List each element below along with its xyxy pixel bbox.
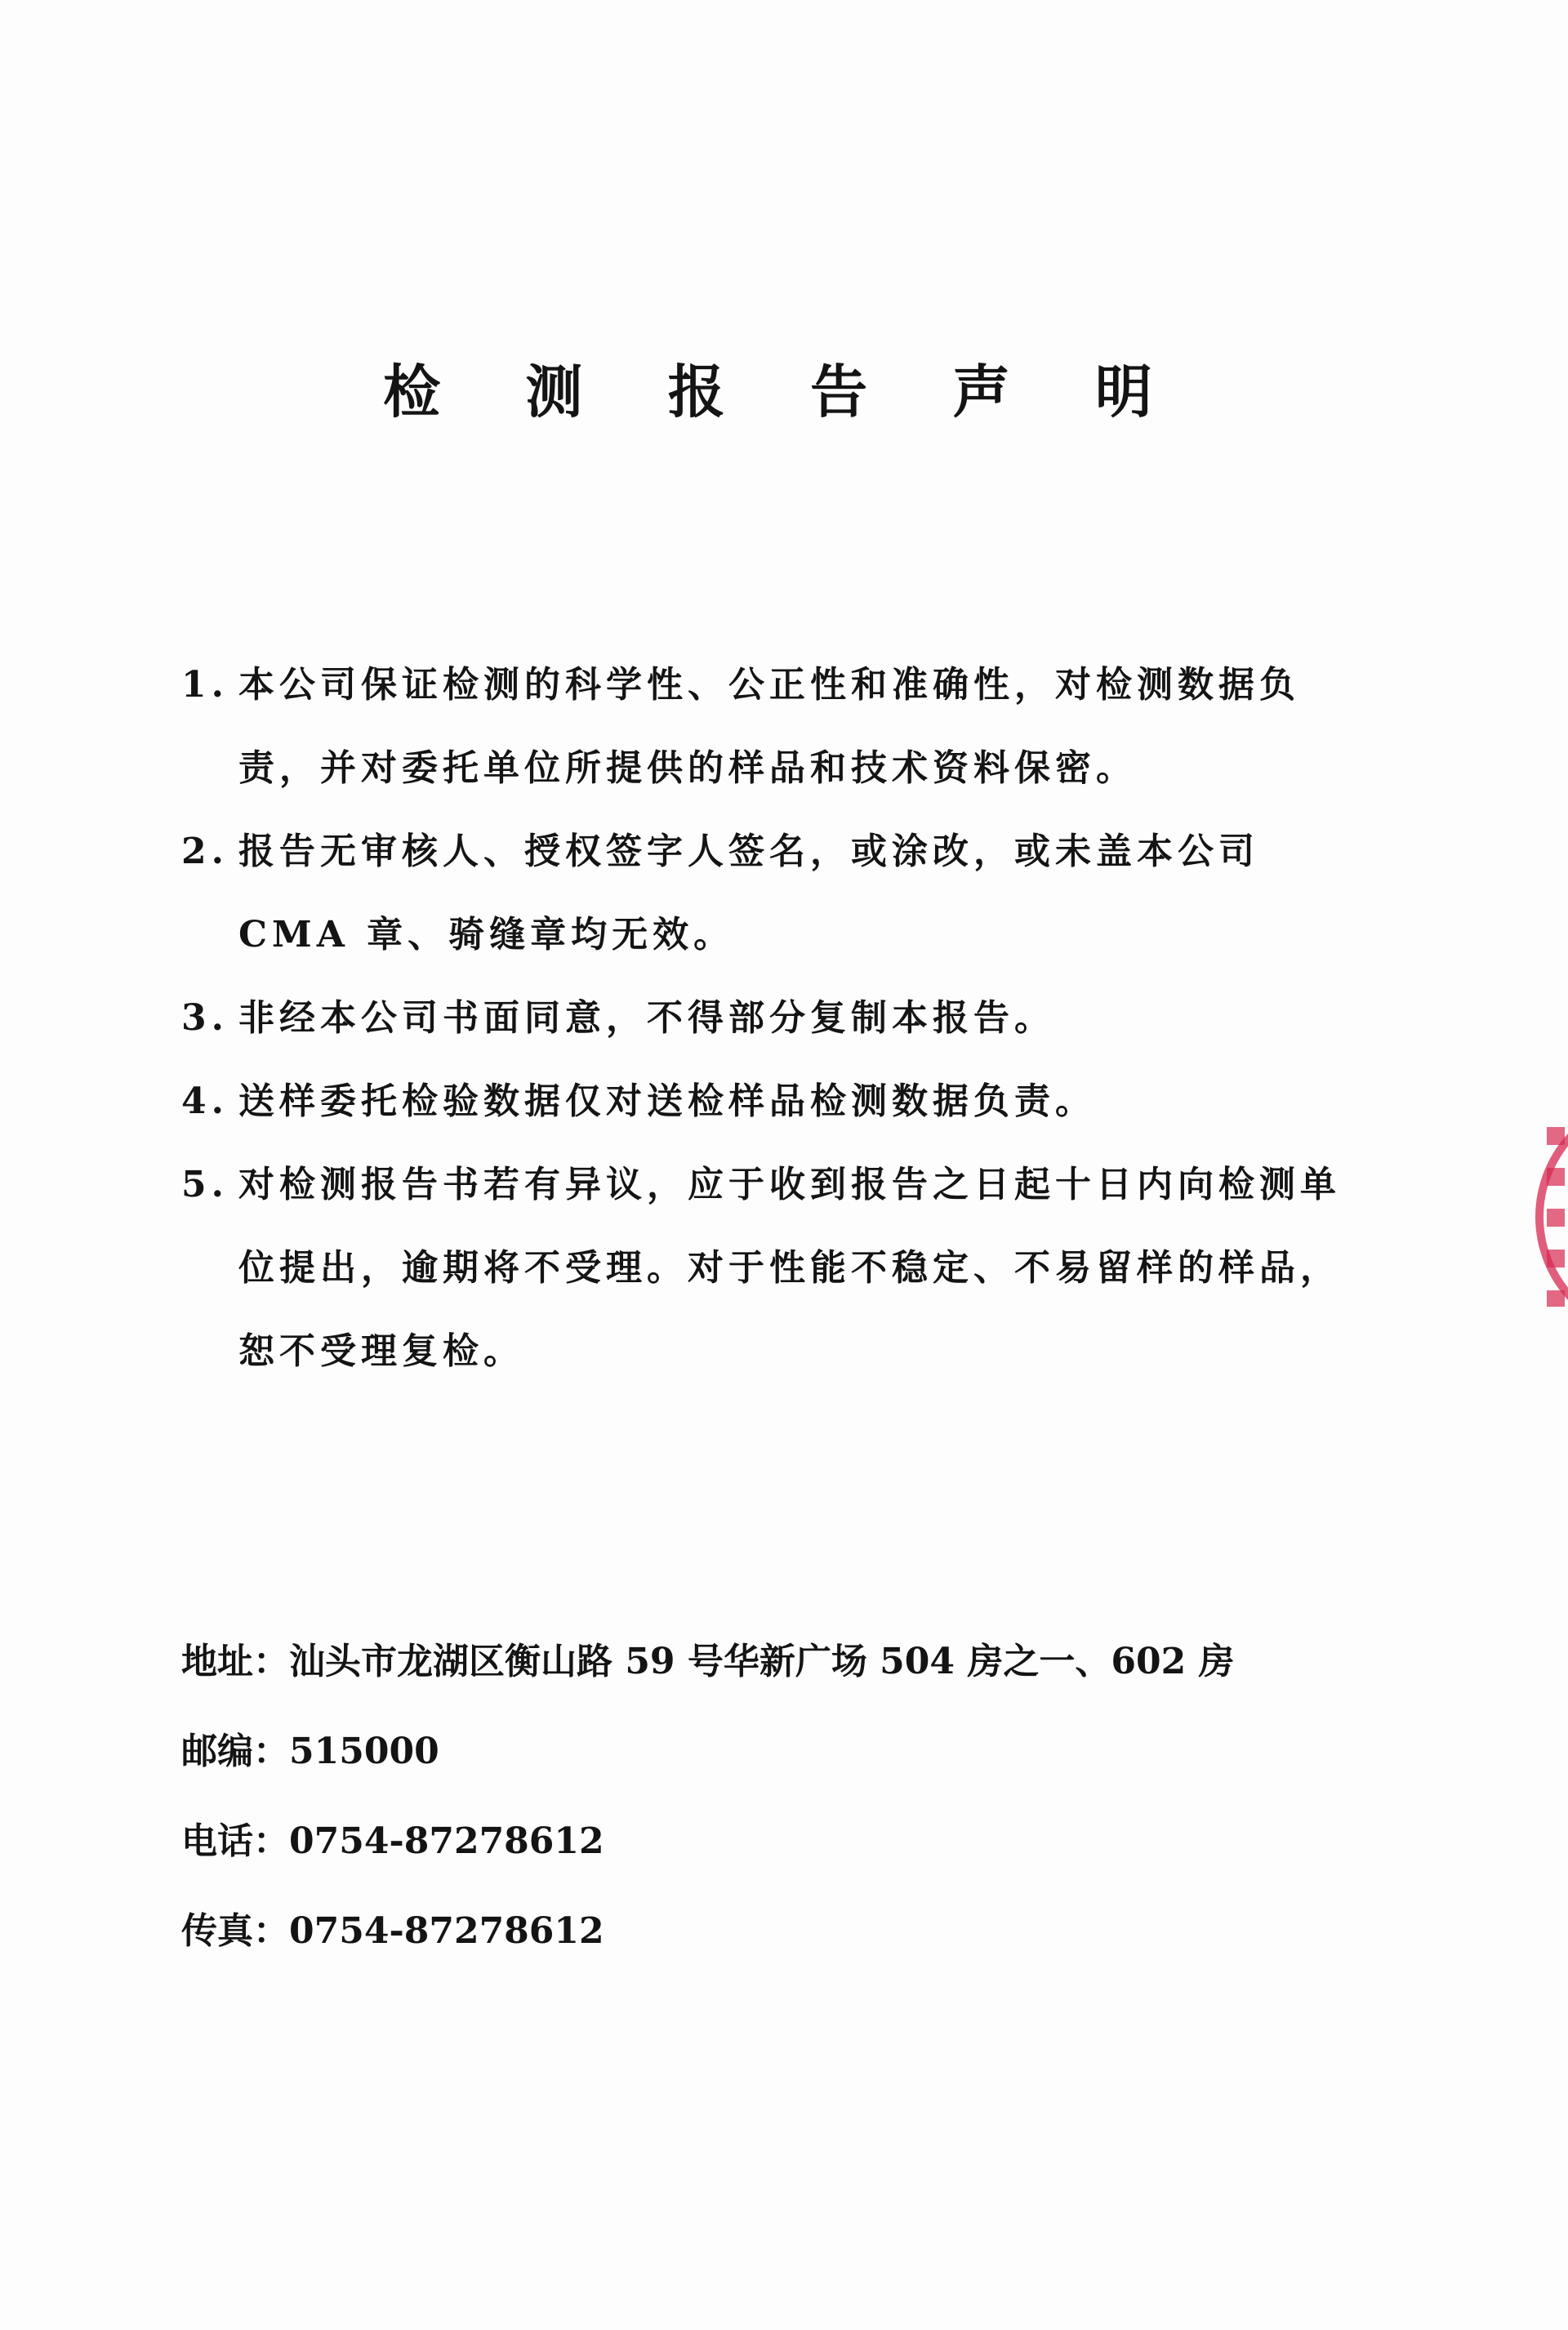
item-text: 本公司保证检测的科学性、公正性和准确性，对检测数据负责，并对委托单位所提供的样品和技术资料保密。 bbox=[238, 664, 1300, 789]
fax-line: 传真：0754-87278612 bbox=[181, 1910, 604, 1952]
item-text: 送样委托检验数据仅对送检样品检测数据负责。 bbox=[238, 1080, 1096, 1122]
item-number: 5. bbox=[181, 1164, 229, 1205]
statement-list bbox=[181, 644, 1341, 1393]
item-text: 对检测报告书若有异议，应于收到报告之日起十日内向检测单位提出，逾期将不受理。对于性能不稳定、不易留样的样品，恕不受理复检。 bbox=[238, 1164, 1341, 1372]
address-line: 地址：汕头市龙湖区衡山路 59 号华新广场 504 房之一、602 房 bbox=[181, 1641, 1235, 1682]
contact-info bbox=[181, 1617, 1406, 1976]
seam-stamp-icon bbox=[1535, 1094, 1568, 1339]
statement-item-5 bbox=[181, 1143, 1341, 1393]
page-title: 检 测 报 告 声 明 bbox=[383, 359, 1185, 425]
stamp-marks bbox=[1547, 1127, 1565, 1307]
statement-item-2 bbox=[181, 810, 1341, 977]
statement-item-4 bbox=[181, 1060, 1341, 1143]
statement-item-1 bbox=[181, 644, 1341, 810]
postcode-line: 邮编：515000 bbox=[181, 1731, 439, 1772]
phone-line: 电话：0754-87278612 bbox=[181, 1820, 604, 1862]
item-number: 2. bbox=[181, 831, 229, 872]
item-number: 1. bbox=[181, 664, 229, 706]
item-text: 报告无审核人、授权签字人签名，或涂改，或未盖本公司 CMA 章、骑缝章均无效。 bbox=[238, 831, 1259, 956]
item-text: 非经本公司书面同意，不得部分复制本报告。 bbox=[238, 997, 1055, 1039]
item-number: 3. bbox=[181, 997, 229, 1039]
statement-item-3 bbox=[181, 977, 1341, 1060]
item-number: 4. bbox=[181, 1080, 229, 1122]
